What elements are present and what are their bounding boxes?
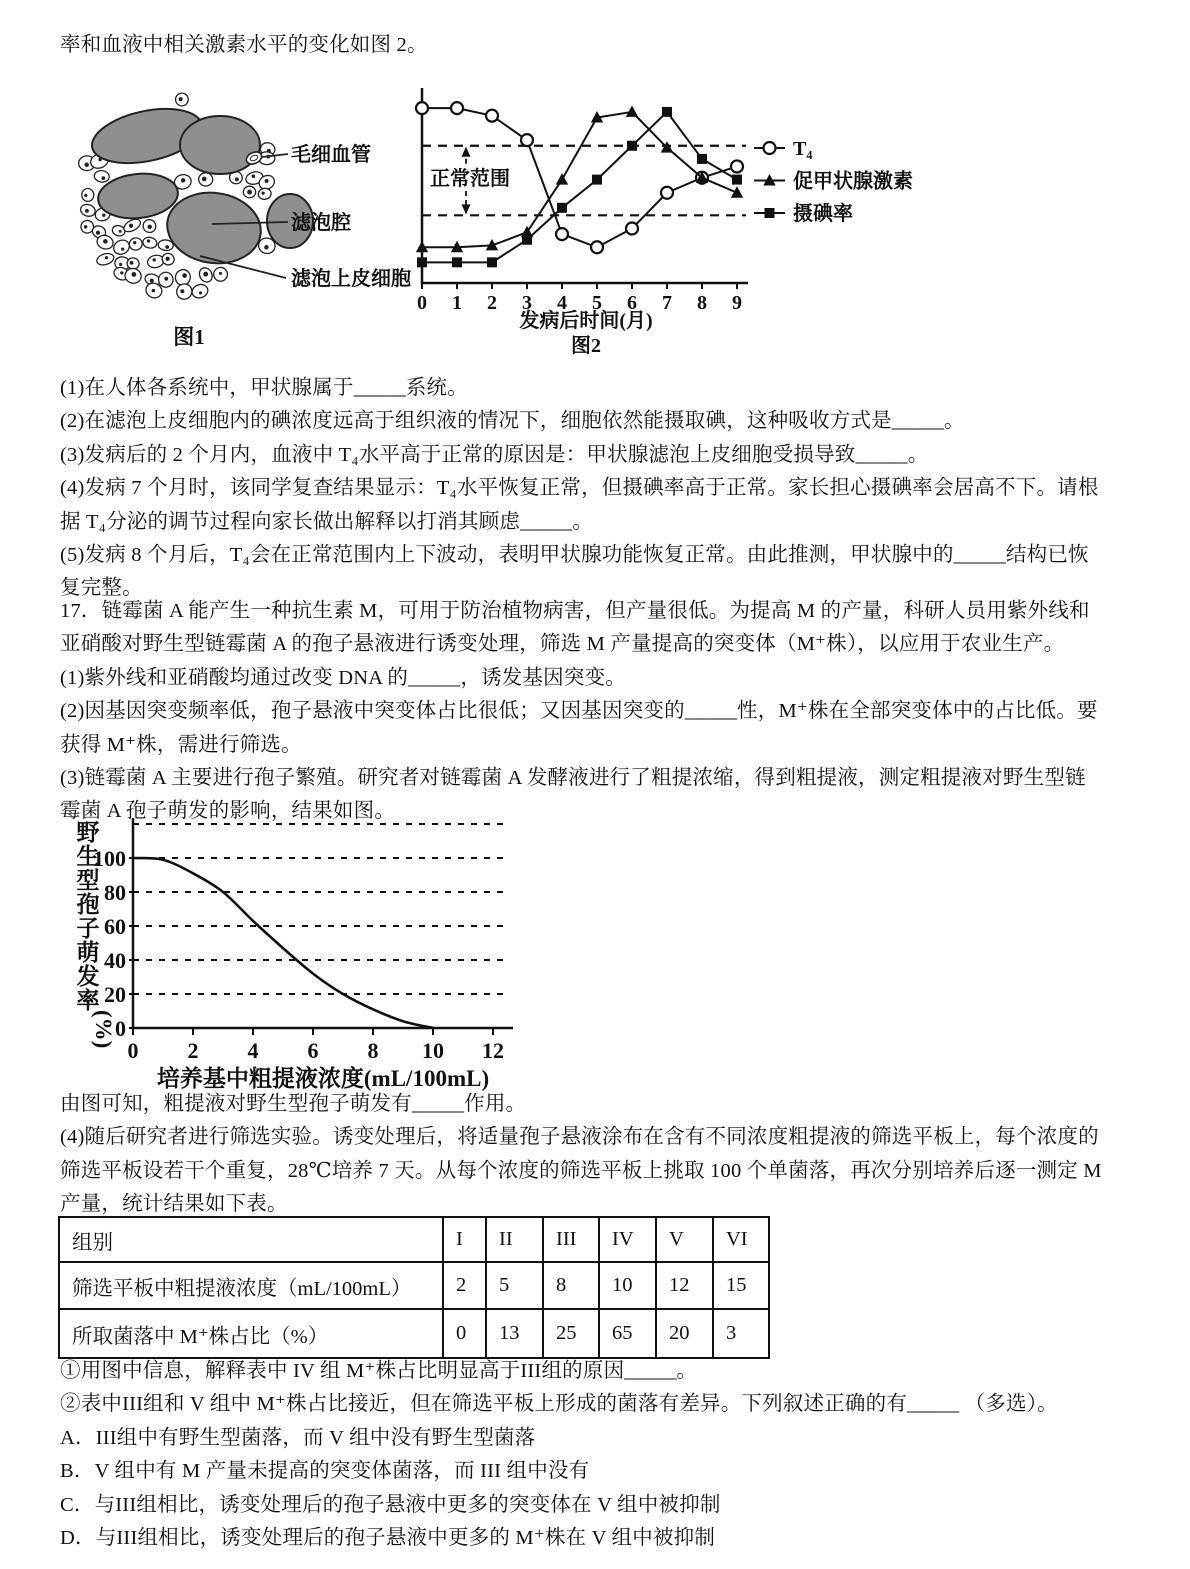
svg-text:生: 生 <box>76 844 100 869</box>
svg-text:(%): (%) <box>91 1010 116 1049</box>
svg-text:80: 80 <box>104 880 126 905</box>
table-cell: 2 <box>443 1262 486 1309</box>
hormone-level-chart <box>408 82 1068 360</box>
question-line: (2)因基因突变频率低，孢子悬液中突变体占比很低；又因基因突变的_____性，M⁺株在全部突变体中的占比低。要 <box>60 700 1098 723</box>
question-line: ②表中III组和 V 组中 M⁺株占比接近，但在筛选平板上形成的菌落有差异。下列叙述正确的有_____ （多选）。 <box>60 1393 1058 1416</box>
figure1-caption: 图1 <box>173 325 205 349</box>
table-cell: 10 <box>599 1262 656 1309</box>
table-cell: 25 <box>543 1309 599 1358</box>
svg-text:9: 9 <box>732 292 742 314</box>
table-cell: 0 <box>443 1309 486 1358</box>
germination-chart-figure <box>55 812 560 1102</box>
svg-text:4: 4 <box>557 292 567 314</box>
table-cell: 8 <box>543 1262 599 1309</box>
question-line: (4)发病 7 个月时，该同学复查结果显示：T₄水平恢复正常，但摄碘率高于正常。家长担心摄碘率会居高不下。请根 <box>60 477 1099 500</box>
svg-text:7: 7 <box>662 292 672 314</box>
thyroid-follicle-figure <box>62 88 417 360</box>
svg-text:萌: 萌 <box>76 940 100 965</box>
table-row <box>59 1262 769 1309</box>
svg-text:6: 6 <box>627 292 637 314</box>
table-cell: 13 <box>486 1309 543 1358</box>
svg-text:培养基中粗提液浓度(mL/100mL): 培养基中粗提液浓度(mL/100mL) <box>156 1066 490 1091</box>
table-cell: 3 <box>713 1309 769 1358</box>
svg-text:图2: 图2 <box>571 335 601 357</box>
table-cell: VI <box>713 1217 769 1262</box>
follicle-lumen-label: 滤泡腔 <box>291 212 351 234</box>
svg-text:型: 型 <box>76 868 100 893</box>
option-c: C．与III组相比，诱变处理后的孢子悬液中更多的突变体在 V 组中被抑制 <box>60 1493 721 1516</box>
svg-text:8: 8 <box>697 292 707 314</box>
question-line: (5)发病 8 个月后，T₄会在正常范围内上下波动，表明甲状腺功能恢复正常。由此推测，甲状腺中的_____结构已恢 <box>60 544 1089 567</box>
svg-text:野: 野 <box>76 820 100 845</box>
table-cell: 20 <box>656 1309 713 1358</box>
svg-text:40: 40 <box>104 948 126 973</box>
svg-text:1: 1 <box>452 292 462 314</box>
question-line: 由图可知，粗提液对野生型孢子萌发有_____作用。 <box>60 1093 527 1115</box>
table-row <box>59 1309 769 1358</box>
table-cell: III <box>543 1217 599 1262</box>
svg-text:12: 12 <box>482 1038 504 1063</box>
svg-text:6: 6 <box>307 1038 319 1063</box>
question-line: (2)在滤泡上皮细胞内的碘浓度远高于组织液的情况下，细胞依然能摄取碘，这种吸收方式是_____。 <box>60 410 965 433</box>
table-cell: 15 <box>713 1262 769 1309</box>
svg-text:0: 0 <box>127 1038 139 1063</box>
question-line: (3)链霉菌 A 主要进行孢子繁殖。研究者对链霉菌 A 发酵液进行了粗提浓缩，得到粗提液，测定粗提液对野生型链 <box>60 767 1086 790</box>
question-line: (4)随后研究者进行筛选实验。诱变处理后，将适量孢子悬液涂布在含有不同浓度粗提液的筛选平板上，每个浓度的 <box>60 1126 1099 1149</box>
svg-text:0: 0 <box>417 292 427 314</box>
svg-text:5: 5 <box>592 292 602 314</box>
question-line: 产量，统计结果如下表。 <box>60 1193 288 1216</box>
option-d: D．与III组相比，诱变处理后的孢子悬液中更多的 M⁺株在 V 组中被抑制 <box>60 1527 716 1550</box>
figure2-hormone-chart <box>408 82 1068 365</box>
table-header-cell: 所取菌落中 M⁺株占比（%） <box>59 1309 443 1358</box>
table-cell: IV <box>599 1217 656 1262</box>
germination-rate-chart <box>55 812 560 1097</box>
svg-text:20: 20 <box>104 982 126 1007</box>
intro-text-line: 率和血液中相关激素水平的变化如图 2。 <box>60 34 428 56</box>
svg-text:2: 2 <box>487 292 497 314</box>
svg-text:T₄: T₄ <box>793 138 813 160</box>
question-line: 据 T₄分泌的调节过程向家长做出解释以打消其顾虑_____。 <box>60 510 594 533</box>
question-line: 复完整。 <box>60 577 143 600</box>
question-line: 亚硝酸对野生型链霉菌 A 的孢子悬液进行诱变处理，筛选 M 产量提高的突变体（M⁺株），以应用于农业生产。 <box>60 633 1065 656</box>
table-cell: 5 <box>486 1262 543 1309</box>
svg-text:孢: 孢 <box>76 892 100 917</box>
screening-results-table <box>58 1216 770 1359</box>
screening-results-table-wrap <box>58 1216 770 1359</box>
svg-text:60: 60 <box>104 914 126 939</box>
svg-text:子: 子 <box>76 916 100 941</box>
svg-text:2: 2 <box>187 1038 199 1063</box>
question17-mid-block <box>60 1088 1102 1222</box>
svg-text:0: 0 <box>115 1016 126 1041</box>
table-cell: II <box>486 1217 543 1262</box>
capillary-label: 毛细血管 <box>291 144 371 166</box>
table-cell: 65 <box>599 1309 656 1358</box>
figure1-thyroid-follicle-diagram <box>62 88 417 365</box>
svg-text:3: 3 <box>522 292 532 314</box>
svg-text:发病后时间(月): 发病后时间(月) <box>519 310 653 332</box>
table-row <box>59 1217 769 1262</box>
svg-text:4: 4 <box>247 1038 259 1063</box>
svg-text:正常范围: 正常范围 <box>430 168 510 190</box>
question17-final-block <box>60 1355 1058 1555</box>
question-line: 获得 M⁺株，需进行筛选。 <box>60 733 302 756</box>
question-line: (3)发病后的 2 个月内，血液中 T₄水平高于正常的原因是：甲状腺滤泡上皮细胞受损导致_____。 <box>60 443 929 466</box>
svg-text:摄碘率: 摄碘率 <box>793 203 853 225</box>
option-b: B．V 组中有 M 产量未提高的突变体菌落，而 III 组中没有 <box>60 1460 590 1483</box>
svg-text:8: 8 <box>367 1038 379 1063</box>
svg-text:率: 率 <box>76 988 100 1013</box>
table-cell: 12 <box>656 1262 713 1309</box>
question-line: (1)紫外线和亚硝酸均通过改变 DNA 的_____，诱发基因突变。 <box>60 666 626 689</box>
question17-block <box>60 595 1098 829</box>
question-line: ①用图中信息，解释表中 IV 组 M⁺株占比明显高于III组的原因_____。 <box>60 1360 698 1382</box>
question-line: (1)在人体各系统中，甲状腺属于_____系统。 <box>60 377 468 399</box>
table-header-cell: 组别 <box>59 1217 443 1262</box>
question-line: 霉菌 A 孢子萌发的影响，结果如图。 <box>60 800 396 823</box>
svg-text:10: 10 <box>422 1038 444 1063</box>
option-a: A．III组中有野生型菌落，而 V 组中没有野生型菌落 <box>60 1426 536 1449</box>
table-header-cell: 筛选平板中粗提液浓度（mL/100mL） <box>59 1262 443 1309</box>
svg-text:100: 100 <box>93 846 126 871</box>
svg-text:发: 发 <box>76 964 100 989</box>
table-cell: V <box>656 1217 713 1262</box>
table-cell: I <box>443 1217 486 1262</box>
svg-text:促甲状腺激素: 促甲状腺激素 <box>793 170 913 193</box>
question-line: 17．链霉菌 A 能产生一种抗生素 M，可用于防治植物病害，但产量很低。为提高 M 的产量，科研人员用紫外线和 <box>60 600 1090 622</box>
epithelium-label: 滤泡上皮细胞 <box>291 268 411 290</box>
question16-block <box>60 372 1099 606</box>
question-line: 筛选平板设若干个重复，28℃培养 7 天。从每个浓度的筛选平板上挑取 100 个单菌落，再次分别培养后逐一测定 M <box>60 1159 1102 1182</box>
